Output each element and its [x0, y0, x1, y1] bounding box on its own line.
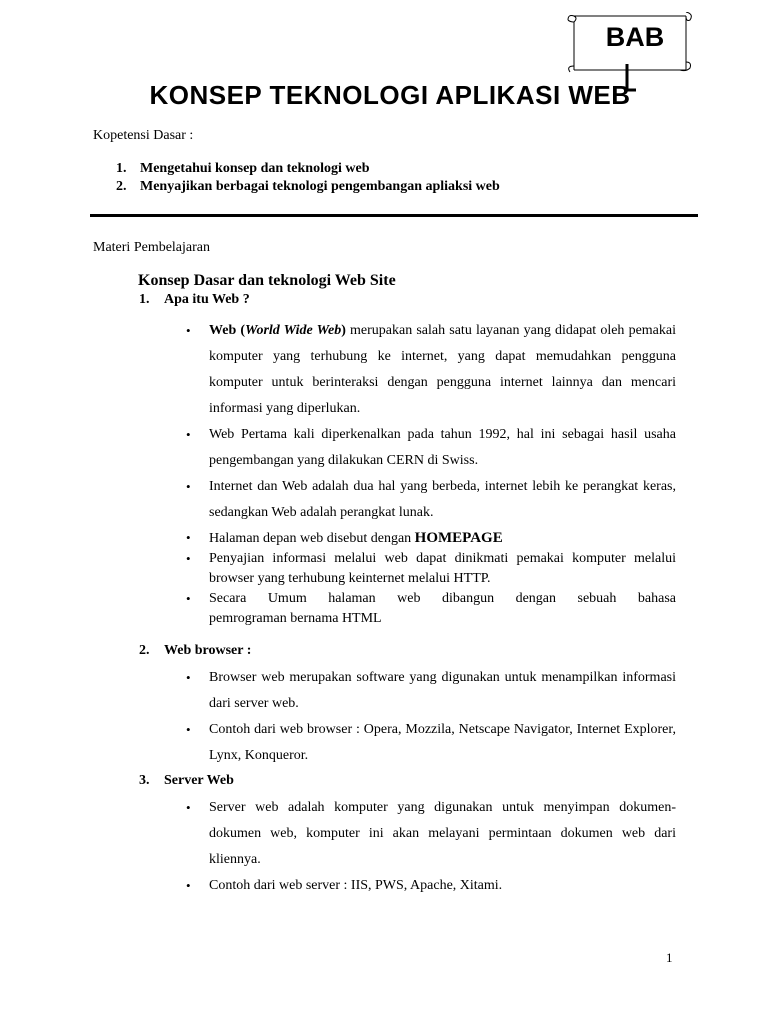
- kompetensi-text: Mengetahui konsep dan teknologi web: [140, 161, 370, 176]
- list-number: 2.: [116, 179, 127, 194]
- bullet-text: Server web adalah komputer yang digunakan untuk menyimpan dokumen-dokumen web, komputer ini akan melayani permintaan dokumen web dari kliennya.: [209, 800, 676, 867]
- bullet-dot: •: [186, 530, 191, 545]
- bold-text: Web (: [209, 323, 246, 338]
- bullet-item: [186, 873, 676, 899]
- bullet-text: merupakan salah satu layanan yang didapat oleh pemakai komputer yang terhubung ke internet, yang dapat memudahkan pengguna komputer untuk berinteraksi dengan pengguna internet lainnya dan mencari informasi yang diperlukan.: [209, 323, 676, 416]
- bullet-item: [186, 589, 676, 629]
- kompetensi-text: Menyajikan berbagai teknologi pengembangan apliaksi web: [140, 179, 500, 194]
- bullet-list: [186, 318, 676, 629]
- bullet-text: Secara Umum halaman web dibangun dengan sebuah bahasa: [209, 591, 676, 606]
- bullet-dot: •: [186, 800, 191, 815]
- kompetensi-item: [116, 178, 500, 196]
- bullet-item: [186, 549, 676, 589]
- bullet-dot: •: [186, 591, 191, 606]
- kompetensi-item: [116, 160, 500, 178]
- bullet-item: [186, 528, 676, 549]
- section-subtitle: Konsep Dasar dan teknologi Web Site: [138, 272, 396, 289]
- bullet-item: [186, 795, 676, 873]
- bold-text: HOMEPAGE: [414, 530, 503, 546]
- bold-text: ): [341, 323, 346, 338]
- bullet-text: Web Pertama kali diperkenalkan pada tahun 1992, hal ini sebagai hasil usaha pengembangan yang dilakukan CERN di Swiss.: [209, 427, 676, 468]
- bullet-text: Internet dan Web adalah dua hal yang berbeda, internet lebih ke perangkat keras, sedangkan Web adalah perangkat lunak.: [209, 479, 676, 520]
- bullet-list: [186, 665, 676, 769]
- section-heading-text: Apa itu Web ?: [164, 292, 250, 307]
- section-heading-text: Web browser :: [164, 643, 252, 658]
- horizontal-rule: [90, 214, 698, 217]
- bullet-dot: •: [186, 722, 191, 737]
- section-number: 1.: [139, 292, 150, 307]
- kompetensi-list: [116, 160, 500, 196]
- bullet-text: Contoh dari web browser : Opera, Mozzila, Netscape Navigator, Internet Explorer, Lynx, Konqueror.: [209, 722, 676, 763]
- bullet-item: [186, 318, 676, 422]
- bullet-text: Contoh dari web server : IIS, PWS, Apache, Xitami.: [209, 878, 503, 893]
- bullet-item: [186, 474, 676, 526]
- list-number: 1.: [116, 161, 127, 176]
- section-number: 2.: [139, 643, 150, 658]
- bullet-list: [186, 795, 676, 899]
- materi-label: Materi Pembelajaran: [93, 240, 211, 255]
- bullet-dot: •: [186, 670, 191, 685]
- bullet-dot: •: [186, 551, 191, 566]
- bullet-dot: •: [186, 479, 191, 494]
- section-heading: [139, 643, 251, 659]
- page-number: 1: [666, 950, 673, 965]
- section-heading-text: Server Web: [164, 773, 234, 788]
- bullet-text: Penyajian informasi melalui web dapat dinikmati pemakai komputer melalui browser yang terhubung keinternet melalui HTTP.: [209, 551, 676, 586]
- bullet-text: Browser web merupakan software yang digunakan untuk menampilkan informasi dari server web.: [209, 670, 676, 711]
- bullet-text: pemrograman bernama HTML: [209, 611, 382, 626]
- italic-text: World Wide Web: [245, 323, 342, 338]
- page-title: KONSEP TEKNOLOGI APLIKASI WEB: [149, 80, 631, 110]
- section-number: 3.: [139, 773, 150, 788]
- bullet-item: [186, 717, 676, 769]
- bullet-item: [186, 422, 676, 474]
- bullet-dot: •: [186, 323, 191, 338]
- section-heading: [139, 773, 234, 789]
- section-heading: [139, 292, 250, 308]
- kompetensi-label: Kopetensi Dasar :: [93, 128, 194, 143]
- chapter-label: BAB: [605, 22, 665, 52]
- bullet-dot: •: [186, 427, 191, 442]
- bullet-item: [186, 665, 676, 717]
- bullet-dot: •: [186, 878, 191, 893]
- bullet-text: Halaman depan web disebut dengan: [209, 531, 415, 546]
